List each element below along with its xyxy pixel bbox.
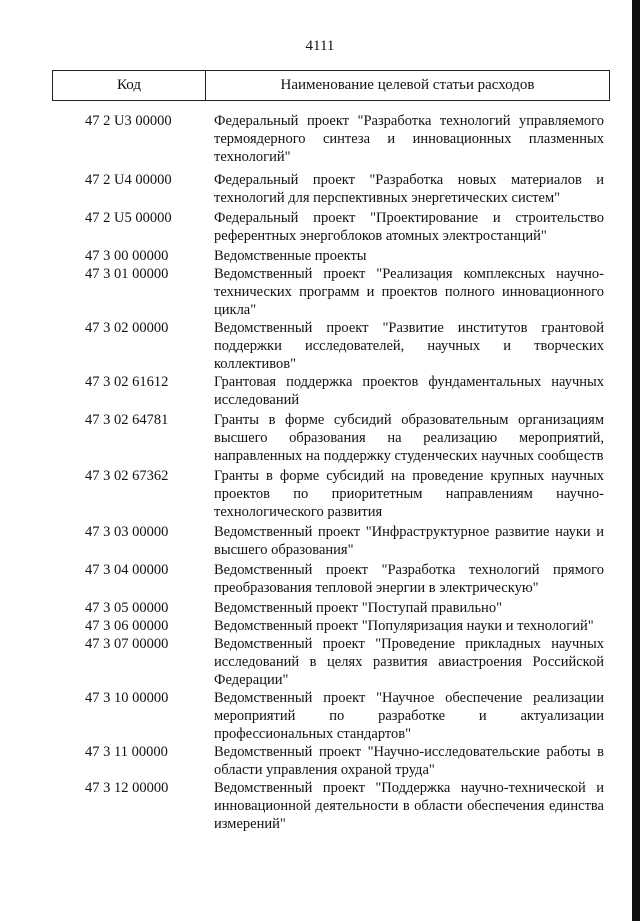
table-row bbox=[0, 319, 640, 373]
row-name: Ведомственный проект "Инфраструктурное развитие науки и высшего образования" bbox=[214, 524, 604, 558]
row-code: 47 2 U4 00000 bbox=[85, 172, 172, 188]
row-name: Ведомственный проект "Реализация комплексных научно-технических программ и проектов полного инновационного цикла" bbox=[214, 266, 604, 318]
table-row bbox=[0, 617, 640, 635]
row-code: 47 3 03 00000 bbox=[85, 524, 169, 540]
row-name: Ведомственный проект "Развитие институтов грантовой поддержки исследователей, научных и творческих коллективов" bbox=[214, 320, 604, 372]
row-code: 47 3 12 00000 bbox=[85, 780, 169, 796]
row-name: Ведомственный проект "Разработка технологий прямого преобразования тепловой энергии в электрическую" bbox=[214, 562, 604, 596]
table-row bbox=[0, 467, 640, 521]
row-code: 47 3 02 67362 bbox=[85, 468, 169, 484]
table-row bbox=[0, 523, 640, 559]
row-code: 47 2 U5 00000 bbox=[85, 210, 172, 226]
row-name: Гранты в форме субсидий на проведение крупных научных проектов по приоритетным направлениям научно-технологического развития bbox=[214, 468, 604, 520]
row-code: 47 3 04 00000 bbox=[85, 562, 169, 578]
row-name: Федеральный проект "Разработка новых материалов и технологий для перспективных энергетических систем" bbox=[214, 172, 604, 206]
row-name: Ведомственный проект "Научное обеспечение реализации мероприятий по разработке и актуализации профессиональных стандартов" bbox=[214, 690, 604, 742]
table-row bbox=[0, 599, 640, 617]
row-code: 47 3 10 00000 bbox=[85, 690, 169, 706]
table-row bbox=[0, 112, 640, 166]
row-name: Ведомственный проект "Поддержка научно-технической и инновационной деятельности в области обеспечения единства измерений" bbox=[214, 780, 604, 832]
row-code: 47 3 11 00000 bbox=[85, 744, 168, 760]
row-code: 47 2 U3 00000 bbox=[85, 113, 172, 129]
budget-items-list bbox=[0, 112, 640, 833]
column-header-name: Наименование целевой статьи расходов bbox=[280, 77, 535, 93]
row-code: 47 3 02 61612 bbox=[85, 374, 169, 390]
table-row bbox=[0, 689, 640, 743]
row-name: Грантовая поддержка проектов фундаментальных научных исследований bbox=[214, 374, 604, 408]
row-name: Ведомственный проект "Поступай правильно" bbox=[214, 600, 502, 616]
page-number: 4111 bbox=[305, 38, 335, 54]
table-row bbox=[0, 411, 640, 465]
row-name: Ведомственный проект "Популяризация науки и технологий" bbox=[214, 618, 594, 634]
table-row bbox=[0, 265, 640, 319]
row-code: 47 3 01 00000 bbox=[85, 266, 169, 282]
row-name: Федеральный проект "Разработка технологий управляемого термоядерного синтеза и инновационных плазменных технологий" bbox=[214, 113, 604, 165]
row-name: Гранты в форме субсидий образовательным организациям высшего образования на реализацию мероприятий, направленных на поддержку студенческих научных сообществ bbox=[214, 412, 604, 464]
table-row bbox=[0, 635, 640, 689]
table-row bbox=[0, 561, 640, 597]
row-code: 47 3 00 00000 bbox=[85, 248, 169, 264]
table-row bbox=[0, 247, 640, 265]
scan-edge-border bbox=[632, 0, 640, 921]
row-name: Ведомственный проект "Проведение прикладных научных исследований в целях развития авиастроения Российской Федерации" bbox=[214, 636, 604, 688]
table-row bbox=[0, 373, 640, 409]
table-row bbox=[0, 743, 640, 779]
table-row bbox=[0, 209, 640, 245]
row-name: Ведомственный проект "Научно-исследовательские работы в области управления охраной труда" bbox=[214, 744, 604, 778]
row-name: Федеральный проект "Проектирование и строительство референтных энергоблоков атомных электростанций" bbox=[214, 210, 604, 244]
table-row bbox=[0, 171, 640, 207]
row-code: 47 3 05 00000 bbox=[85, 600, 169, 616]
row-code: 47 3 02 00000 bbox=[85, 320, 169, 336]
row-name: Ведомственные проекты bbox=[214, 248, 367, 264]
table-header bbox=[52, 70, 610, 101]
table-row bbox=[0, 779, 640, 833]
row-code: 47 3 07 00000 bbox=[85, 636, 169, 652]
row-code: 47 3 02 64781 bbox=[85, 412, 169, 428]
column-header-code: Код bbox=[53, 71, 206, 100]
row-code: 47 3 06 00000 bbox=[85, 618, 169, 634]
